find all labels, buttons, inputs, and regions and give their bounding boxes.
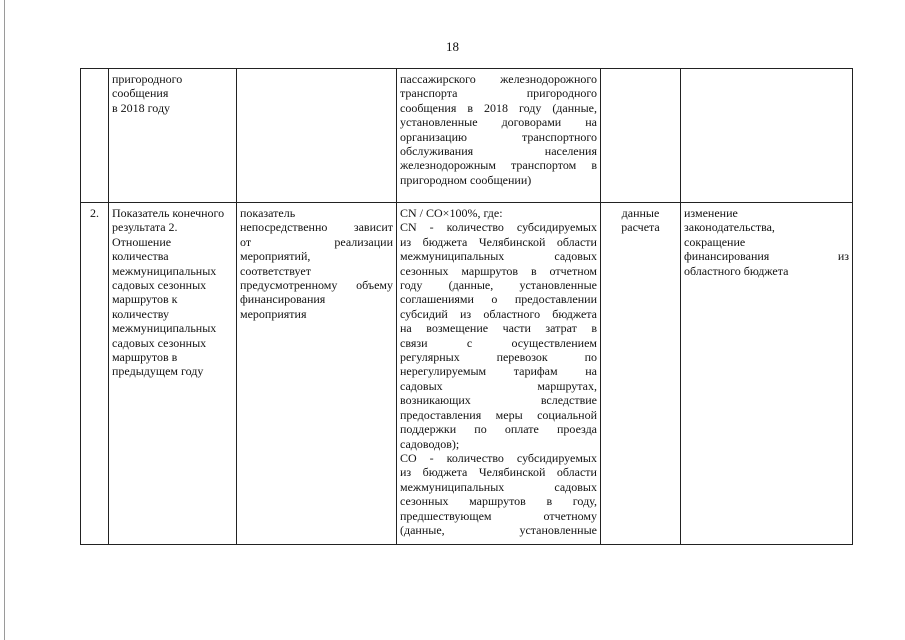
text-line: транспорта пригородного bbox=[400, 86, 597, 101]
cell-indicator-title bbox=[109, 69, 237, 203]
text-line: межмуниципальных bbox=[112, 321, 217, 336]
text-line: предоставления меры социальной bbox=[400, 407, 597, 422]
text-line: сообщения bbox=[112, 86, 169, 101]
text-line: (данные, установленные bbox=[400, 522, 597, 537]
text-line: сезонных маршрутов в году, bbox=[400, 494, 597, 509]
text-line: соответствует bbox=[240, 263, 311, 278]
cell-formula bbox=[397, 69, 601, 203]
text-line: садовых маршрутах, bbox=[400, 378, 597, 393]
cell-number bbox=[81, 203, 109, 545]
text-line: регулярных перевозок по bbox=[400, 350, 597, 365]
text-line: областного бюджета bbox=[684, 263, 789, 278]
text-line: пригородного bbox=[112, 72, 183, 86]
text-line: Показатель конечного bbox=[112, 206, 225, 220]
text-line: количества bbox=[112, 249, 169, 264]
text-line: Отношение bbox=[112, 234, 172, 249]
text-line: сообщения в 2018 году (данные, bbox=[400, 100, 597, 115]
cell-source bbox=[601, 69, 681, 203]
text-line: железнодорожным транспортом в bbox=[400, 158, 597, 173]
text-line: поддержки по оплате проезда bbox=[400, 422, 597, 437]
text-line: результата 2. bbox=[112, 220, 178, 235]
text-line: данные bbox=[621, 206, 660, 220]
text-line: из бюджета Челябинской области bbox=[400, 465, 597, 480]
cell-basis bbox=[237, 69, 397, 203]
text-line: финансирования bbox=[240, 292, 326, 307]
cell-indicator-title bbox=[109, 203, 237, 545]
text-line: CN / CO×100%, где: bbox=[400, 206, 503, 220]
text-line: пригородном сообщении) bbox=[400, 172, 532, 187]
text-line: межмуниципальных bbox=[112, 263, 217, 278]
text-line: организацию транспортного bbox=[400, 129, 597, 144]
text-line: на возмещение части затрат в bbox=[400, 321, 597, 336]
text-line: нерегулируемым тарифам на bbox=[400, 364, 597, 379]
text-line: предшествующем отчетному bbox=[400, 508, 597, 523]
text-line: межмуниципальных садовых bbox=[400, 479, 597, 494]
text-line: из бюджета Челябинской области bbox=[400, 234, 597, 249]
text-line: предусмотренному объему bbox=[240, 278, 393, 293]
text-line: связи с осуществлением bbox=[400, 335, 597, 350]
text-line: расчета bbox=[621, 220, 660, 235]
text-line: непосредственно зависит bbox=[240, 220, 393, 235]
text-line: сокращение bbox=[684, 234, 746, 249]
text-line: садоводов); bbox=[400, 436, 460, 451]
text-line: садовых сезонных bbox=[112, 335, 207, 350]
cell-factors bbox=[681, 203, 853, 545]
cell-formula bbox=[397, 203, 601, 545]
text-line: мероприятия bbox=[240, 306, 307, 321]
text-line: CN - количество субсидируемых bbox=[400, 220, 597, 235]
text-line: межмуниципальных садовых bbox=[400, 249, 597, 264]
text-line: сезонных маршрутов в отчетном bbox=[400, 263, 597, 278]
text-line: субсидий из областного бюджета bbox=[400, 306, 597, 321]
text-line: количеству bbox=[112, 306, 169, 321]
table-row bbox=[81, 69, 853, 203]
text-line: предыдущем году bbox=[112, 364, 204, 379]
page-edge-line bbox=[4, 0, 5, 640]
text-line: изменение bbox=[684, 206, 738, 220]
text-line: маршрутов в bbox=[112, 350, 178, 365]
text-line: мероприятий, bbox=[240, 249, 311, 264]
cell-basis bbox=[237, 203, 397, 545]
table-row bbox=[81, 203, 853, 545]
text-line: CO - количество субсидируемых bbox=[400, 450, 597, 465]
text-line: установленные договорами на bbox=[400, 115, 597, 130]
text-line: показатель bbox=[240, 206, 296, 220]
text-line: маршрутов к bbox=[112, 292, 178, 307]
text-line: от реализации bbox=[240, 234, 393, 249]
text-line: финансирования из bbox=[684, 249, 849, 264]
indicators-table bbox=[80, 68, 853, 545]
text-line: законодательства, bbox=[684, 220, 775, 235]
text-line: садовых сезонных bbox=[112, 278, 207, 293]
cell-source bbox=[601, 203, 681, 545]
text-line: году (данные, установленные bbox=[400, 278, 597, 293]
text-line: возникающих вследствие bbox=[400, 393, 597, 408]
row-number: 2. bbox=[90, 206, 99, 220]
text-line: обслуживания населения bbox=[400, 144, 597, 159]
page-number: 18 bbox=[446, 39, 459, 54]
text-line: в 2018 году bbox=[112, 100, 171, 115]
text-line: пассажирского железнодорожного bbox=[400, 72, 597, 86]
cell-factors bbox=[681, 69, 853, 203]
text-line: соглашениями о предоставлении bbox=[400, 292, 597, 307]
cell-number bbox=[81, 69, 109, 203]
